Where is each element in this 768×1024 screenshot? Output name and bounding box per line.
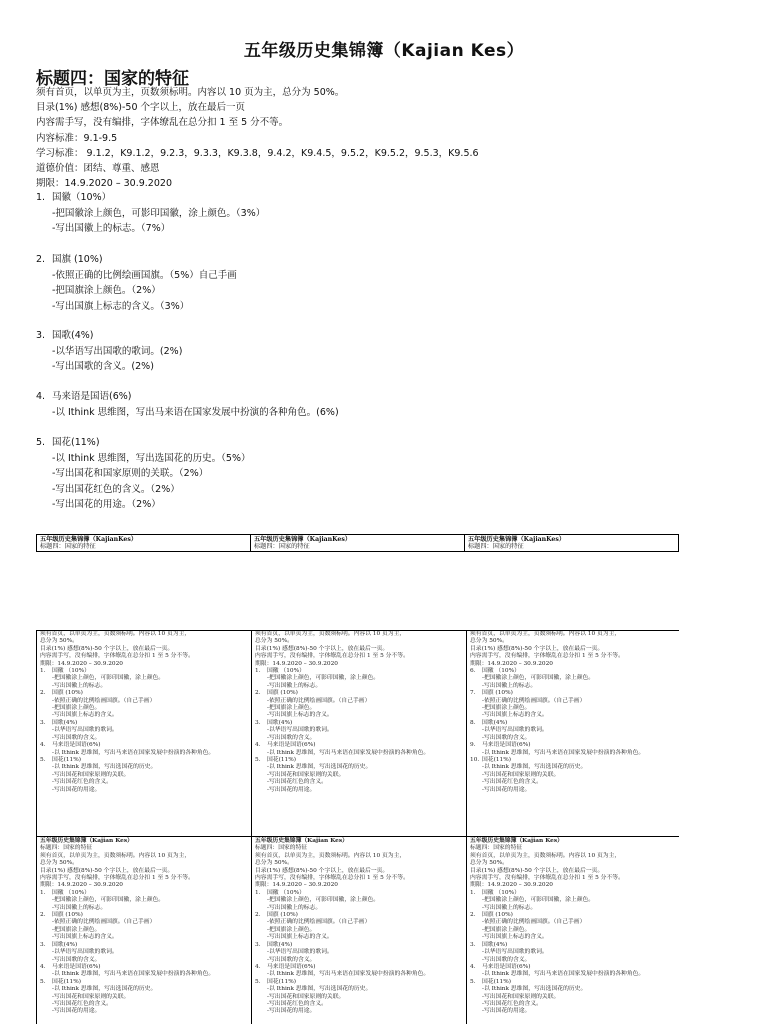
intro-line: 内容标准：9.1-9.5 [36, 132, 118, 144]
card-task-title: 国花(11%) [482, 978, 512, 985]
card-task-label [255, 942, 463, 949]
intro-line: 须有首页，以单页为主，页数须标明。内容以 10 页为主，总分为 50%。 [36, 87, 345, 98]
card-info-line: 内容需手写，没有编排，字体缭乱在总分扣 1 至 5 分不等。 [255, 875, 409, 882]
card-info-line: 总分为 50%。 [255, 860, 293, 867]
card-task-subitem: -以华语写出国歌的歌词。 [267, 949, 333, 956]
task-item [36, 328, 736, 375]
card-task-number: 5. [470, 978, 476, 985]
card-task-number: 2. [470, 912, 476, 919]
task-subitem: -把国旗涂上颜色。（2%） [52, 285, 161, 296]
label-title: 五年级历史集锦簿（KajianKes） [468, 536, 566, 543]
card-task-title: 马来语是国语(6%) [482, 742, 531, 749]
card-task-subitem: -写出国旗上标志的含义。 [267, 934, 333, 941]
card-task-number: 9. [470, 742, 476, 749]
card-task-subitem: -依照正确的比例绘画国旗。（自己手画） [482, 919, 586, 926]
card-task-title: 国徽 （10%） [267, 889, 305, 896]
card-info-line: 总分为 50%。 [40, 638, 78, 645]
card-task-title: 国花(11%) [482, 756, 512, 763]
card-task-subitem: -写出国花的用途。 [52, 1008, 101, 1015]
task-item [36, 435, 736, 513]
card-task-label [470, 979, 678, 986]
card-task-subitem: -以 Ithink 思维图，写出马来语在国家发展中扮演的各种角色。 [482, 749, 645, 756]
card-task-title: 国歌(4%) [52, 941, 78, 948]
card-task-subitem: -以 Ithink 思维图，写出马来语在国家发展中扮演的各种角色。 [482, 971, 645, 978]
card-task-title: 国花(11%) [52, 756, 82, 763]
task-title: 国旗 (10%) [52, 254, 103, 265]
card-task-subitem: -依照正确的比例绘画国旗。（自己手画） [482, 697, 586, 704]
card-subtitle: 标题四：国家的特征 [470, 845, 523, 852]
card-task-number: 3. [470, 941, 476, 948]
intro-line: 学习标准： 9.1.2，K9.1.2，9.2.3，9.3.3，K9.3.8，9.4.2，K9.4.5，9.5.2，K9.5.2，9.5.3，K9.5.6 [36, 147, 479, 159]
card-task-number: 2. [255, 690, 261, 697]
task-number: 3. [36, 330, 46, 341]
card-task-subitem: -写出国徽上的标志。 [482, 904, 537, 911]
card-task-title: 国旗 (10%) [52, 912, 83, 919]
card-info-line: 期限：14.9.2020 – 30.9.2020 [40, 660, 123, 667]
task-number: 1. [36, 192, 46, 203]
document-title: 五年级历史集锦簿（Kajian Kes） [243, 41, 525, 61]
card-task-subitem: -把国旗涂上颜色。 [267, 926, 316, 933]
card-task-subitem: -写出国花的用途。 [52, 786, 101, 793]
card-task-subitem: -依照正确的比例绘画国旗。（自己手画） [52, 919, 156, 926]
card-task-number: 4. [40, 963, 46, 970]
card-info-line: 期限：14.9.2020 – 30.9.2020 [470, 660, 553, 667]
card-task-subitem: -把国徽涂上颜色，可影印国徽，涂上颜色。 [267, 897, 380, 904]
card-task-label [255, 979, 463, 986]
card-task-subitem: -以华语写出国歌的歌词。 [482, 949, 548, 956]
card-info-line: 内容需手写，没有编排，字体缭乱在总分扣 1 至 5 分不等。 [470, 875, 624, 882]
card-info-line: 期限：14.9.2020 – 30.9.2020 [470, 882, 553, 889]
card-task-title: 国花(11%) [52, 978, 82, 985]
intro-block [36, 85, 736, 191]
card-task-subitem: -写出国花和国家原则的关联。 [482, 771, 560, 778]
card-task-subitem: -写出国花和国家原则的关联。 [267, 771, 345, 778]
card-task-number: 4. [470, 963, 476, 970]
task-subitem: -写出国歌的含义。(2%) [52, 361, 154, 372]
card-task-number: 7. [470, 690, 476, 697]
card-task-title: 马来语是国语(6%) [267, 963, 316, 970]
card-task-number: 2. [40, 690, 46, 697]
card-task-subitem: -把国旗涂上颜色。 [52, 926, 101, 933]
card-info-line: 内容需手写，没有编排，字体缭乱在总分扣 1 至 5 分不等。 [255, 653, 409, 660]
card-task-title: 马来语是国语(6%) [482, 963, 531, 970]
printable-card [252, 631, 467, 837]
card-task-label [255, 742, 463, 749]
card-task-label [40, 979, 248, 986]
intro-line: 道德价值：团结、尊重、感恩 [36, 163, 160, 175]
card-task-subitem: -把国旗涂上颜色。 [267, 705, 316, 712]
task-number: 5. [36, 437, 46, 448]
task-title: 国歌(4%) [52, 330, 94, 341]
card-task-subitem: -以华语写出国歌的歌词。 [267, 727, 333, 734]
card-task-subitem: -写出国徽上的标志。 [267, 904, 322, 911]
card-task-subitem: -写出国花红色的含义。 [52, 1000, 112, 1007]
intro-line: 期限：14.9.2020 – 30.9.2020 [36, 178, 172, 190]
label-cell [465, 535, 678, 551]
task-subitem: -写出国花和国家原则的关联。（2%） [52, 468, 209, 479]
task-item [36, 252, 736, 314]
card-task-label [470, 942, 678, 949]
card-task-subitem: -把国徽涂上颜色，可影印国徽，涂上颜色。 [267, 675, 380, 682]
card-task-subitem: -写出国徽上的标志。 [52, 904, 107, 911]
card-task-number: 3. [40, 941, 46, 948]
card-info-line: 内容需手写，没有编排，字体缭乱在总分扣 1 至 5 分不等。 [470, 653, 624, 660]
card-task-subitem: -写出国徽上的标志。 [267, 682, 322, 689]
card-task-title: 国旗 (10%) [482, 690, 513, 697]
card-task-subitem: -写出国歌的含义。 [267, 956, 316, 963]
card-task-subitem: -以华语写出国歌的歌词。 [482, 727, 548, 734]
card-task-title: 国徽 （10%） [52, 889, 90, 896]
card-info-line: 内容需手写，没有编排，字体缭乱在总分扣 1 至 5 分不等。 [40, 653, 194, 660]
task-subitem: -写出国旗上标志的含义。（3%） [52, 300, 190, 312]
task-title: 马来语是国语(6%) [52, 391, 132, 402]
card-subtitle: 标题四：国家的特征 [40, 845, 93, 852]
card-task-number: 4. [255, 742, 261, 749]
label-subtitle: 标题四：国家的特征 [468, 543, 524, 551]
card-task-subitem: -依照正确的比例绘画国旗。（自己手画） [267, 919, 371, 926]
card-task-subitem: -写出国徽上的标志。 [482, 682, 537, 689]
task-subitem: -写出国徽上的标志。（7%） [52, 223, 171, 234]
card-task-subitem: -写出国花红色的含义。 [267, 1000, 327, 1007]
card-task-label [255, 690, 463, 697]
task-subitem: -以 Ithink 思维图，写出选国花的历史。（5%） [52, 452, 251, 464]
card-title: 五年级历史集锦簿（Kajian Kes） [255, 838, 348, 844]
card-task-number: 10. [470, 756, 480, 763]
label-subtitle: 标题四：国家的特征 [40, 543, 96, 551]
card-task-number: 1. [40, 668, 46, 675]
task-item [36, 389, 736, 420]
task-number: 4. [36, 391, 46, 402]
card-task-title: 国旗 (10%) [482, 912, 513, 919]
card-task-subitem: -写出国歌的含义。 [482, 734, 531, 741]
card-info-line: 须有首页，以单页为主，页数须标明。内容以 10 页为主， [40, 852, 191, 859]
card-task-title: 国旗 (10%) [52, 690, 83, 697]
card-info-line: 须有首页，以单页为主，页数须标明。内容以 10 页为主， [255, 852, 406, 859]
card-task-title: 马来语是国语(6%) [267, 742, 316, 749]
card-info-line: 总分为 50%。 [470, 638, 508, 645]
card-task-title: 国徽 （10%） [52, 668, 90, 675]
card-task-subitem: -写出国歌的含义。 [52, 956, 101, 963]
card-task-label [40, 942, 248, 949]
card-task-subitem: -写出国花和国家原则的关联。 [52, 993, 130, 1000]
card-task-subitem: -以 Ithink 思维图，写出选国花的历史。 [482, 986, 587, 993]
card-task-subitem: -以 Ithink 思维图，写出选国花的历史。 [267, 764, 372, 771]
card-info-line: 期限：14.9.2020 – 30.9.2020 [255, 660, 338, 667]
task-title: 国徽（10%） [52, 192, 112, 203]
task-title: 国花(11%) [52, 437, 100, 448]
card-task-subitem: -以 Ithink 思维图，写出选国花的历史。 [52, 986, 157, 993]
card-task-subitem: -以 Ithink 思维图，写出选国花的历史。 [267, 986, 372, 993]
task-number: 2. [36, 254, 46, 265]
card-task-subitem: -依照正确的比例绘画国旗。（自己手画） [52, 697, 156, 704]
card-info-line: 总分为 50%。 [470, 860, 508, 867]
card-task-number: 2. [255, 912, 261, 919]
label-cell [37, 535, 251, 551]
card-info-line: 须有首页，以单页为主，页数须标明。内容以 10 页为主， [40, 631, 191, 637]
task-item [36, 190, 736, 237]
card-info-line: 目录(1%) 感想(8%)-50 个字以上，放在最后一页。 [40, 645, 174, 652]
card-task-subitem: -写出国花和国家原则的关联。 [482, 993, 560, 1000]
card-task-title: 国歌(4%) [482, 719, 508, 726]
task-subitem: -写出国花红色的含义。（2%） [52, 483, 180, 495]
card-task-label [470, 742, 678, 749]
task-subitem: -以 Ithink 思维图，写出马来语在国家发展中扮演的各种角色。(6%) [52, 406, 339, 418]
card-task-subitem: -写出国花和国家原则的关联。 [52, 771, 130, 778]
card-task-subitem: -写出国歌的含义。 [482, 956, 531, 963]
card-task-subitem: -把国徽涂上颜色，可影印国徽，涂上颜色。 [482, 675, 595, 682]
card-task-subitem: -写出国花的用途。 [482, 1008, 531, 1015]
task-subitem: -依照正确的比例绘画国旗。（5%）自己手画 [52, 269, 237, 281]
card-task-subitem: -把国徽涂上颜色，可影印国徽，涂上颜色。 [52, 675, 165, 682]
card-task-subitem: -把国徽涂上颜色，可影印国徽，涂上颜色。 [482, 897, 595, 904]
printable-card [37, 837, 252, 1024]
card-info-line: 目录(1%) 感想(8%)-50 个字以上，放在最后一页。 [255, 645, 389, 652]
card-task-number: 1. [470, 889, 476, 896]
card-task-subitem: -写出国旗上标志的含义。 [52, 934, 118, 941]
card-task-subitem: -写出国花红色的含义。 [52, 779, 112, 786]
card-task-subitem: -写出国旗上标志的含义。 [52, 712, 118, 719]
card-task-title: 马来语是国语(6%) [52, 742, 101, 749]
card-task-subitem: -写出国花的用途。 [267, 1008, 316, 1015]
card-task-subitem: -以 Ithink 思维图，写出选国花的历史。 [482, 764, 587, 771]
card-task-title: 国旗 (10%) [267, 912, 298, 919]
printable-card [467, 631, 679, 837]
intro-line: 目录(1%) 感想(8%)-50 个字以上，放在最后一页 [36, 102, 246, 114]
card-task-subitem: -写出国旗上标志的含义。 [482, 934, 548, 941]
card-task-subitem: -写出国歌的含义。 [267, 734, 316, 741]
card-info-line: 须有首页，以单页为主，页数须标明。内容以 10 页为主， [255, 631, 406, 637]
card-task-number: 1. [255, 668, 261, 675]
card-task-subitem: -写出国花的用途。 [267, 786, 316, 793]
card-task-subitem: -以 Ithink 思维图，写出马来语在国家发展中扮演的各种角色。 [267, 749, 430, 756]
card-title: 五年级历史集锦簿（Kajian Kes） [40, 838, 133, 844]
card-info-line: 总分为 50%。 [255, 638, 293, 645]
card-task-number: 5. [255, 978, 261, 985]
card-task-title: 国花(11%) [267, 756, 297, 763]
card-task-subitem: -写出国徽上的标志。 [52, 682, 107, 689]
card-task-number: 5. [40, 756, 46, 763]
card-title: 五年级历史集锦簿（Kajian Kes） [470, 838, 563, 844]
card-task-title: 国徽 （10%） [267, 668, 305, 675]
card-task-number: 4. [40, 742, 46, 749]
card-info-line: 总分为 50%。 [40, 860, 78, 867]
card-info-line: 须有首页，以单页为主，页数须标明。内容以 10 页为主， [470, 852, 621, 859]
card-task-number: 3. [255, 941, 261, 948]
card-task-number: 1. [255, 889, 261, 896]
card-task-subitem: -依照正确的比例绘画国旗。（自己手画） [267, 697, 371, 704]
card-task-number: 3. [255, 719, 261, 726]
card-task-number: 6. [470, 668, 476, 675]
card-task-subitem: -写出国旗上标志的含义。 [267, 712, 333, 719]
card-task-subitem: -以 Ithink 思维图，写出马来语在国家发展中扮演的各种角色。 [267, 971, 430, 978]
intro-line: 内容需手写，没有编排，字体缭乱在总分扣 1 至 5 分不等。 [36, 117, 289, 129]
card-subtitle: 标题四：国家的特征 [255, 845, 308, 852]
label-title: 五年级历史集锦簿（KajianKes） [254, 536, 352, 543]
card-task-title: 国歌(4%) [267, 719, 293, 726]
card-task-title: 国歌(4%) [482, 941, 508, 948]
card-task-label [40, 742, 248, 749]
card-task-number: 2. [40, 912, 46, 919]
card-info-line: 期限：14.9.2020 – 30.9.2020 [255, 882, 338, 889]
printable-card-grid [36, 630, 679, 1024]
card-task-subitem: -以华语写出国歌的歌词。 [52, 949, 118, 956]
printable-card [467, 837, 679, 1024]
card-task-number: 3. [40, 719, 46, 726]
card-task-number: 8. [470, 719, 476, 726]
card-task-subitem: -写出国花红色的含义。 [482, 1000, 542, 1007]
card-task-label [40, 690, 248, 697]
label-strip [36, 534, 679, 552]
card-info-line: 目录(1%) 感想(8%)-50 个字以上，放在最后一页。 [40, 867, 174, 874]
card-task-subitem: -把国旗涂上颜色。 [52, 705, 101, 712]
label-title: 五年级历史集锦簿（KajianKes） [40, 536, 138, 543]
printable-card [37, 631, 252, 837]
card-task-subitem: -写出国旗上标志的含义。 [482, 712, 548, 719]
card-task-number: 5. [40, 978, 46, 985]
card-task-subitem: -把国徽涂上颜色，可影印国徽，涂上颜色。 [52, 897, 165, 904]
card-task-number: 4. [255, 963, 261, 970]
card-task-title: 国徽 （10%） [482, 668, 520, 675]
card-info-line: 须有首页，以单页为主，页数须标明。内容以 10 页为主， [470, 631, 621, 637]
card-task-subitem: -以 Ithink 思维图，写出马来语在国家发展中扮演的各种角色。 [52, 971, 215, 978]
printable-card [252, 837, 467, 1024]
card-task-subitem: -写出国花红色的含义。 [482, 779, 542, 786]
card-task-title: 国歌(4%) [267, 941, 293, 948]
card-task-subitem: -以 Ithink 思维图，写出马来语在国家发展中扮演的各种角色。 [52, 749, 215, 756]
card-info-line: 期限：14.9.2020 – 30.9.2020 [40, 882, 123, 889]
card-info-line: 目录(1%) 感想(8%)-50 个字以上，放在最后一页。 [470, 867, 604, 874]
task-subitem: -写出国花的用途。（2%） [52, 499, 161, 510]
card-task-title: 国徽 （10%） [482, 889, 520, 896]
card-info-line: 内容需手写，没有编排，字体缭乱在总分扣 1 至 5 分不等。 [40, 875, 194, 882]
card-task-label [470, 690, 678, 697]
card-task-subitem: -写出国花和国家原则的关联。 [267, 993, 345, 1000]
task-subitem: -把国徽涂上颜色，可影印国徽，涂上颜色。（3%） [52, 207, 266, 219]
card-info-line: 目录(1%) 感想(8%)-50 个字以上，放在最后一页。 [255, 867, 389, 874]
card-task-title: 国旗 (10%) [267, 690, 298, 697]
card-task-subitem: -把国旗涂上颜色。 [482, 926, 531, 933]
card-task-subitem: -写出国花的用途。 [482, 786, 531, 793]
card-task-subitem: -把国旗涂上颜色。 [482, 705, 531, 712]
task-subitem: -以华语写出国歌的歌词。(2%) [52, 345, 183, 357]
card-info-line: 目录(1%) 感想(8%)-50 个字以上，放在最后一页。 [470, 645, 604, 652]
card-task-subitem: -以 Ithink 思维图，写出选国花的历史。 [52, 764, 157, 771]
card-task-title: 国花(11%) [267, 978, 297, 985]
card-task-subitem: -以华语写出国歌的歌词。 [52, 727, 118, 734]
label-cell [251, 535, 465, 551]
card-task-subitem: -写出国歌的含义。 [52, 734, 101, 741]
card-task-title: 国歌(4%) [52, 719, 78, 726]
card-task-number: 5. [255, 756, 261, 763]
card-task-subitem: -写出国花红色的含义。 [267, 779, 327, 786]
section-heading: 标题四：国家的特征 [36, 69, 189, 89]
card-task-title: 马来语是国语(6%) [52, 963, 101, 970]
label-subtitle: 标题四：国家的特征 [254, 543, 310, 551]
card-task-number: 1. [40, 889, 46, 896]
